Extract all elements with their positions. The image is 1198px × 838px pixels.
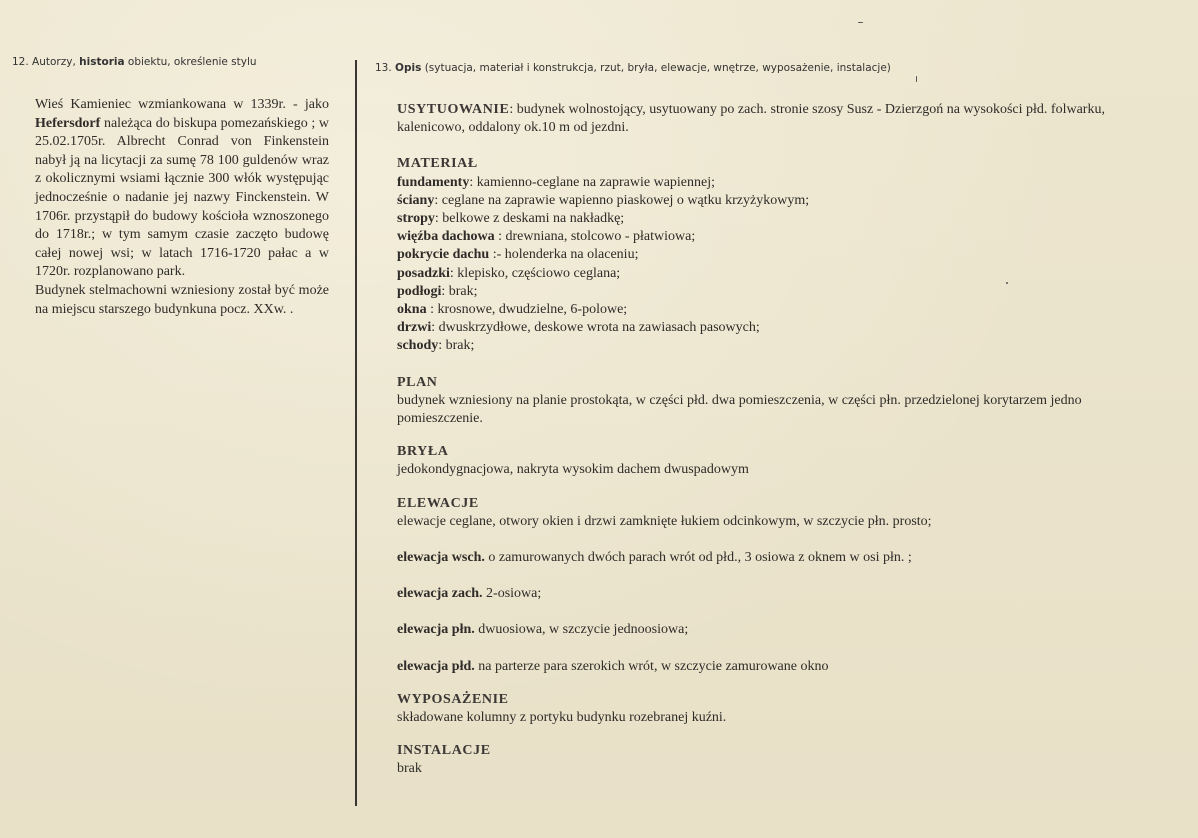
header-left-prefix: Autorzy, [32,56,76,68]
material-item: posadzki: klepisko, częściowo ceglana; [397,265,621,281]
material-item: fundamenty: kamienno-ceglane na zaprawie wapiennej; [397,174,716,190]
column-divider [355,60,357,806]
section-material [397,155,1157,355]
section-bryla [397,443,1157,479]
material-item: stropy: belkowe z deskami na nakładkę; [397,211,625,227]
section-usytuowanie [397,101,1157,137]
material-title: MATERIAŁ [397,156,478,172]
material-item: pokrycie dachu :- holenderka na olaceniu; [397,247,639,263]
instalacje-title: INSTALACJE [397,743,491,759]
plan-text: budynek wzniesiony na planie prostokąta, w części płd. dwa pomieszczenia, w części płn. przedzielonej korytarzem jedno pomieszczenie. [397,392,1082,427]
header-left-rest: obiektu, określenie stylu [127,56,257,68]
header-left [12,56,257,68]
header-right [375,62,891,74]
elewacja-item: elewacja wsch. o zamurowanych dwóch parach wrót od płd., 3 osiowa z oknem w osi płn. ; [397,550,912,566]
history-bold-name: Hefersdorf [35,115,101,131]
material-item: więźba dachowa : drewniana, stolcowo - płatwiowa; [397,229,696,245]
elewacja-item: elewacja płn. dwuosiowa, w szczycie jednoosiowa; [397,622,689,638]
section-instalacje [397,742,1157,778]
bryla-title: BRYŁA [397,444,449,460]
header-right-rest: (sytuacja, materiał i konstrukcja, rzut, bryła, elewacje, wnętrze, wyposażenie, instalacje) [424,62,891,74]
elewacje-text: elewacje ceglane, otwory okien i drzwi zamknięte łukiem odcinkowym, w szczycie płn. prosto; [397,513,932,529]
description-column [397,101,1157,779]
wyposazenie-text: składowane kolumny z portyku budynku rozebranej kuźni. [397,710,727,726]
usytuowanie-text: : budynek wolnostojący, usytuowany po zach. stronie szosy Susz - Dzierzgoń na wysokości płd. folwarku, kalenicowo, oddalony ok.10 m od jezdni. [397,102,1105,136]
instalacje-text: brak [397,761,422,777]
plan-title: PLAN [397,374,438,390]
history-paragraph-1 [35,96,329,282]
section-wyposazenie [397,691,1157,727]
paper-speck [858,22,863,23]
section-elewacje [397,495,1157,676]
header-right-bold: Opis [395,62,422,74]
elewacja-item: elewacja płd. na parterze para szerokich wrót, w szczycie zamurowane okno [397,658,829,674]
usytuowanie-title: USYTUOWANIE [397,102,510,117]
history-column [35,96,329,319]
paper-speck [1006,282,1008,284]
elewacja-item: elewacja zach. 2-osiowa; [397,586,542,602]
paper-speck [916,76,917,82]
history-text-b: należąca do biskupa pomezańskiego ; w 25.02.1705r. Albrecht Conrad von Finkenstein nabył ją na licytacji za sumę 78 100 guldenów wraz z okolicznymi wsiami łącznie 300 włók występując jednocześnie o nadanie jej nazwy Finckenstein. W 1706r. przystąpił do budowy kościoła wznoszonego do 1718r.; w tym samym czasie zaczęto budowę całej nowej wsi; w latach 1716-1720 pałac a w 1720r. rozplanowano park. [35,115,330,280]
history-paragraph-2: Budynek stelmachowni wzniesiony został być może na miejscu starszego budynkuna pocz. XXw. . [35,282,329,317]
bryla-text: jedokondygnacjowa, nakryta wysokim dachem dwuspadowym [397,462,749,478]
material-item: okna : krosnowe, dwudzielne, 6-polowe; [397,302,628,318]
material-item: drzwi: dwuskrzydłowe, deskowe wrota na zawiasach pasowych; [397,320,760,336]
section-plan [397,374,1157,429]
material-item: podłogi: brak; [397,283,478,299]
material-item: schody: brak; [397,338,475,354]
header-right-number: 13. [375,62,392,74]
history-text-a: Wieś Kamieniec wzmiankowana w 1339r. - jako [35,97,329,112]
material-item: ściany: ceglane na zaprawie wapienno piaskowej o wątku krzyżykowym; [397,192,810,208]
header-left-number: 12. [12,56,29,68]
header-left-bold: historia [79,56,125,68]
wyposazenie-title: WYPOSAŻENIE [397,691,509,707]
elewacje-title: ELEWACJE [397,495,479,511]
